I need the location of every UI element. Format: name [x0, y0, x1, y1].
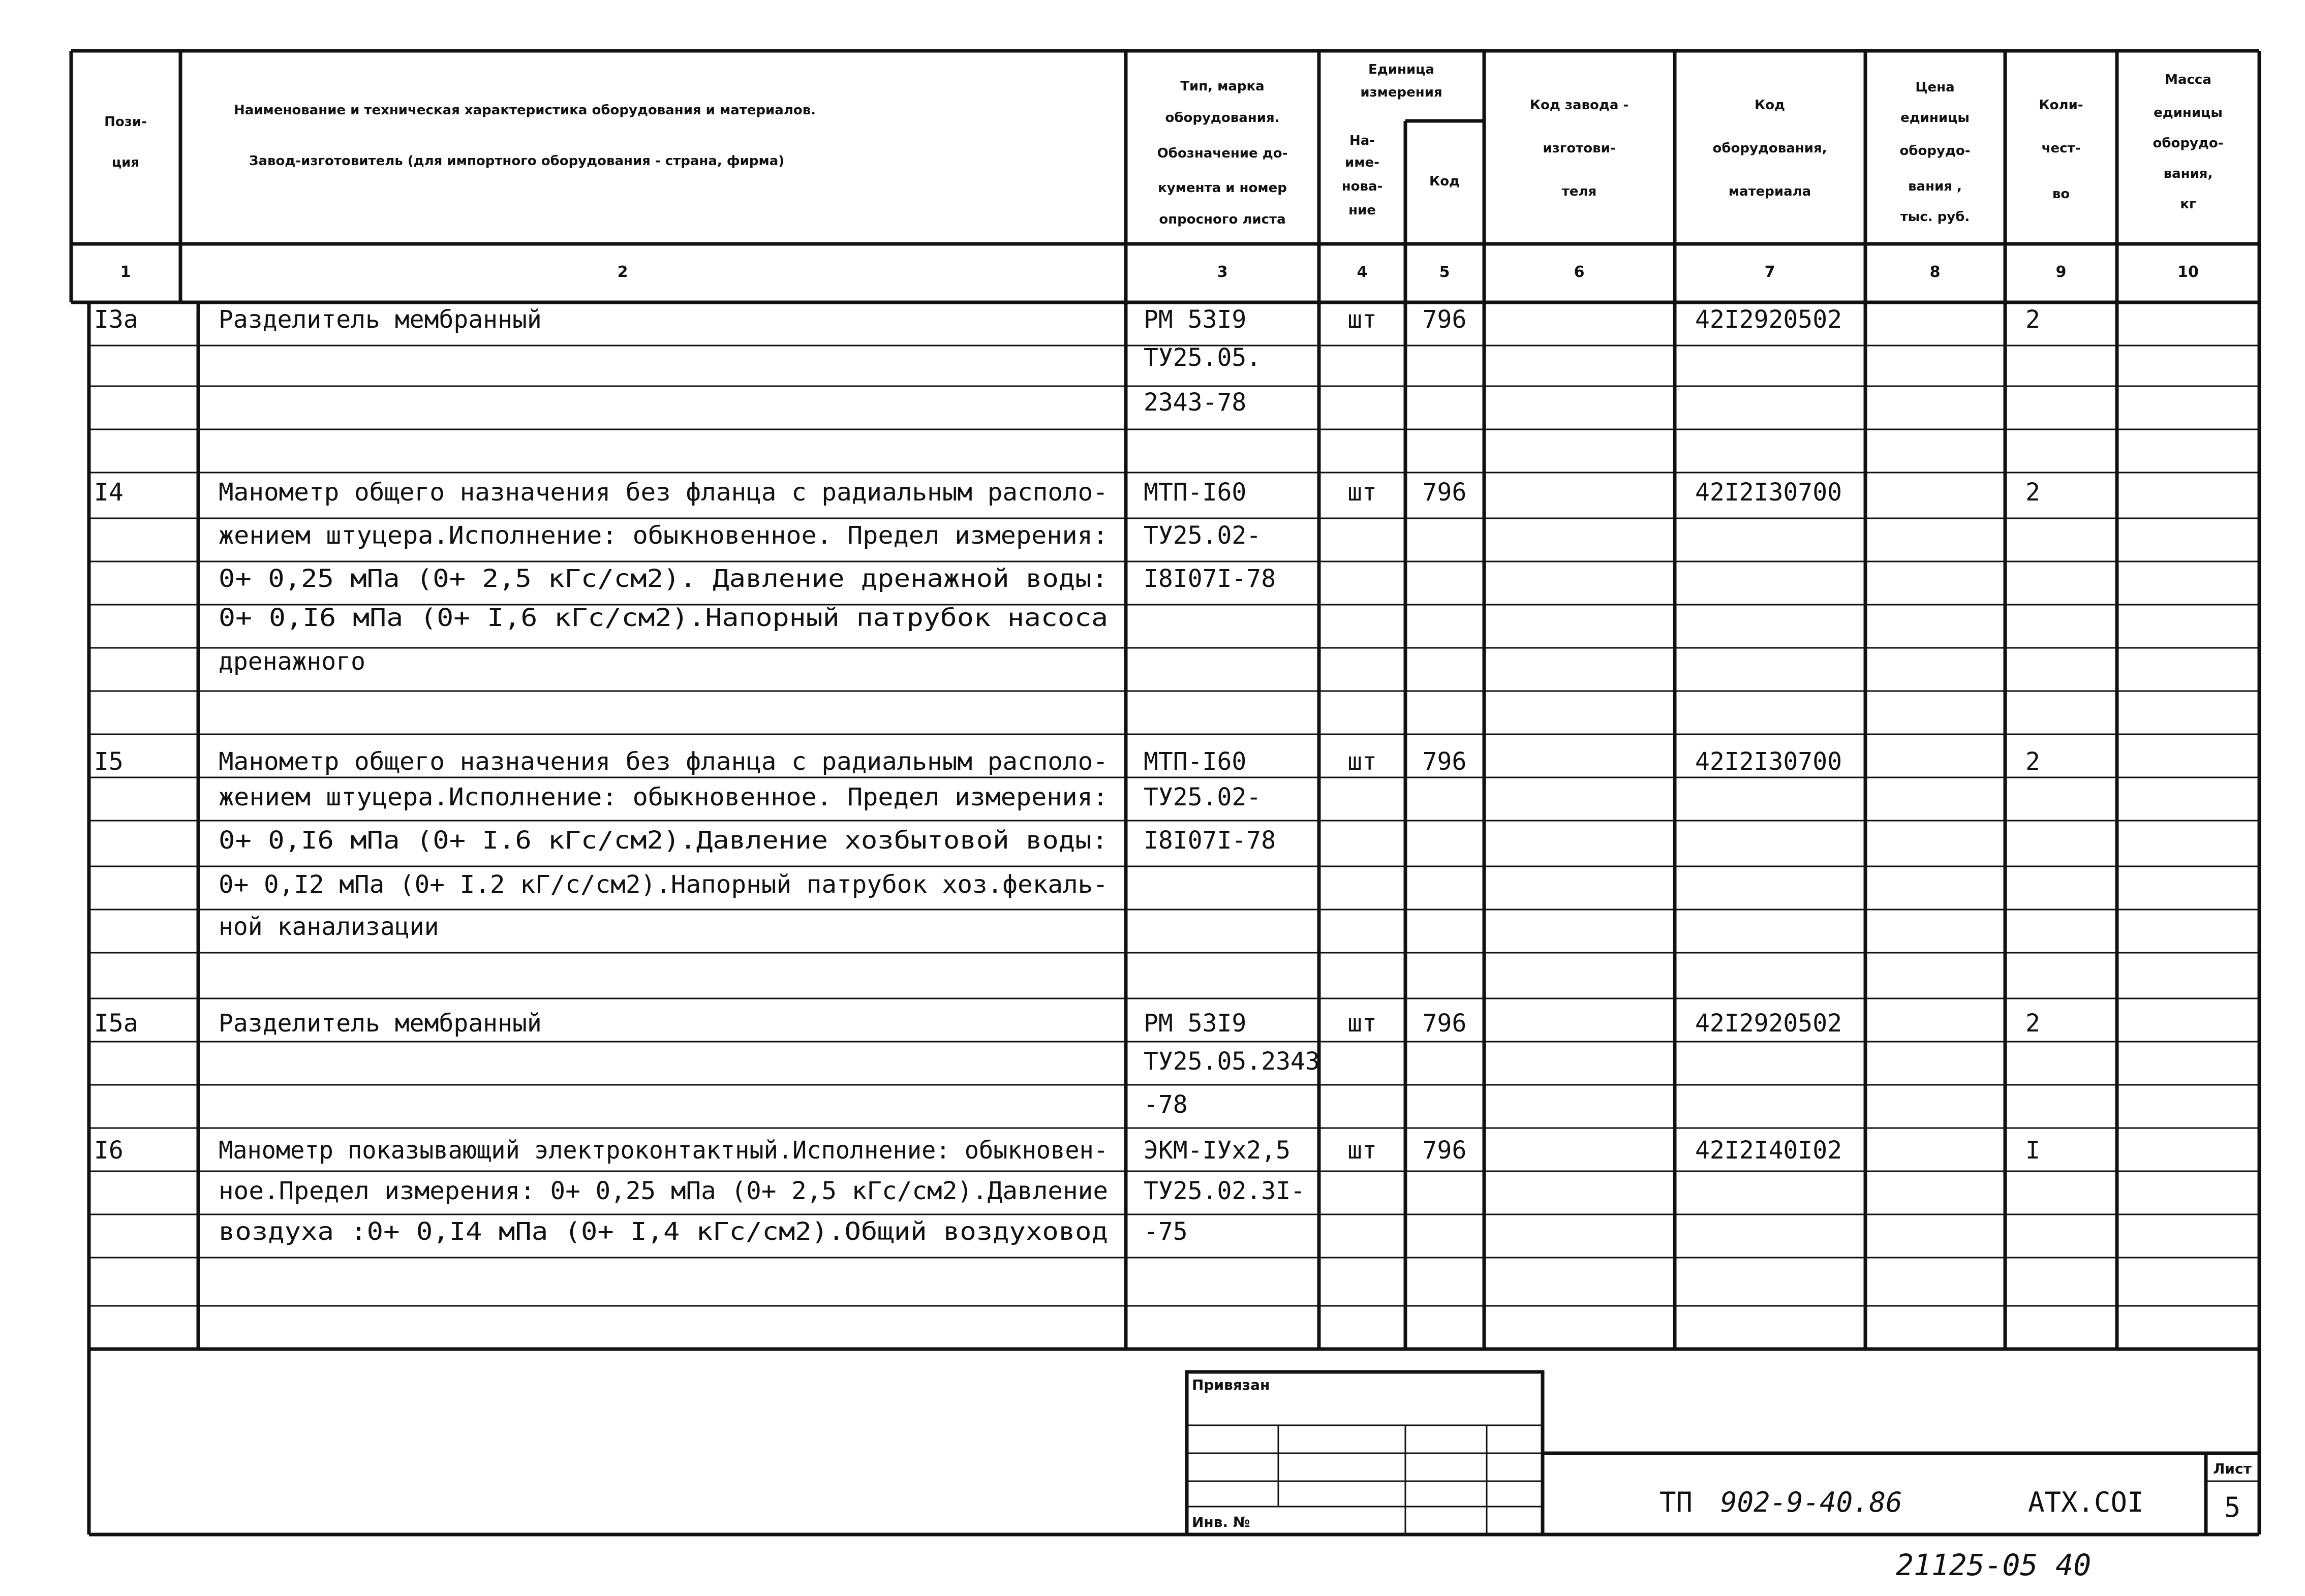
cell-quantity: 2: [2025, 1009, 2040, 1038]
header-col9-line1: Коли-: [2039, 98, 2083, 113]
table-row: [1144, 388, 1246, 417]
cell-position: I4: [94, 478, 124, 507]
header-col10-line5: кг: [2180, 197, 2196, 212]
cell-name: ное.Предел измерения: 0+ 0,25 мПа (0+ 2,5 кГс/см2).Давление: [219, 1177, 1108, 1205]
cell-name: 0+ 0,I2 мПа (0+ I.2 кГ/с/см2).Напорный патрубок хоз.фекаль-: [219, 870, 1108, 899]
sheet-label: Лист: [2213, 1460, 2252, 1477]
cell-equipment-code: 42I2I40I02: [1695, 1136, 1842, 1165]
designation-number: 902-9-40.86: [1720, 1486, 1902, 1518]
inventory-number-label: Инв. №: [1192, 1514, 1250, 1530]
cell-type: МТП-I60: [1144, 478, 1247, 507]
table-row: [219, 521, 1261, 550]
cell-position: I5: [94, 747, 124, 776]
header-col3-line2: оборудования.: [1165, 110, 1280, 126]
column-number-8: 8: [1929, 263, 1941, 281]
cell-name: ной канализации: [219, 913, 439, 941]
cell-type: РМ 53I9: [1144, 1009, 1247, 1038]
header-col7-line1: Код: [1754, 98, 1786, 113]
header-col10-line2: единицы: [2154, 105, 2223, 120]
table-row: [219, 604, 1108, 632]
header-col10-line3: оборудо-: [2153, 136, 2224, 151]
cell-unit-code: 796: [1422, 1009, 1467, 1038]
cell-unit-name: шт: [1347, 478, 1377, 507]
column-number-10: 10: [2177, 263, 2199, 281]
table-row: [94, 1009, 2040, 1038]
cell-name: дренажного: [219, 647, 365, 676]
header-col3-line1: Тип, марка: [1180, 79, 1265, 94]
table-row: [219, 647, 365, 676]
cell-type: ТУ25.05.2343: [1144, 1047, 1320, 1076]
cell-equipment-code: 42I2920502: [1695, 305, 1842, 334]
cell-equipment-code: 42I2920502: [1695, 1009, 1842, 1038]
cell-type: I8I07I-78: [1144, 565, 1276, 593]
table-row: [219, 870, 1108, 899]
header-col8-line2: единицы: [1900, 110, 1970, 126]
column-number-1: 1: [120, 263, 131, 281]
table-row: [94, 747, 2040, 776]
header-col10-line1: Масса: [2165, 72, 2211, 87]
cell-position: I6: [94, 1136, 124, 1165]
cell-type: ТУ25.02-: [1144, 521, 1262, 550]
cell-type: ТУ25.05.: [1144, 343, 1262, 372]
table-row: [1144, 1090, 1188, 1119]
table-row: [219, 783, 1261, 811]
table-row: [94, 478, 2040, 507]
cell-type: ТУ25.02-: [1144, 783, 1262, 811]
header-col9-line3: во: [2052, 186, 2070, 202]
handwritten-archive-number: 21125-05 40: [1896, 1548, 2092, 1582]
cell-quantity: I: [2025, 1136, 2040, 1165]
header-col4-line4: ние: [1348, 203, 1376, 218]
cell-name: воздуха :0+ 0,I4 мПа (0+ I,4 кГс/см2).Общий воздуховод: [219, 1217, 1108, 1246]
table-row: [219, 565, 1276, 593]
header-col5: Код: [1429, 174, 1460, 189]
cell-unit-name: шт: [1347, 305, 1377, 334]
cell-name: Разделитель мембранный: [219, 1009, 542, 1038]
designation-prefix: ТП: [1659, 1486, 1693, 1518]
cell-name: жением штуцера.Исполнение: обыкновенное. Предел измерения:: [219, 521, 1108, 550]
header-col4-line3: нова-: [1341, 179, 1383, 194]
header-col6-line1: Код завода -: [1529, 98, 1629, 113]
title-block: [1187, 1372, 2259, 1535]
header-col7-line2: оборудования,: [1712, 141, 1827, 156]
table-row: [219, 913, 439, 941]
cell-type: ЭКМ-IУх2,5: [1144, 1136, 1290, 1165]
header-unit-group-line2: измерения: [1360, 85, 1442, 100]
table-row: [219, 1217, 1188, 1246]
cell-name: 0+ 0,25 мПа (0+ 2,5 кГс/см2). Давление дренажной воды:: [219, 565, 1108, 593]
table-row: [94, 1136, 2040, 1165]
table-header: [104, 62, 2223, 227]
table-row: [94, 305, 2040, 334]
header-col3-line4: кумента и номер: [1158, 180, 1287, 196]
header-col2-line1: Наименование и техническая характеристика оборудования и материалов.: [234, 103, 816, 118]
cell-name: 0+ 0,I6 мПа (0+ I.6 кГс/см2).Давление хозбытовой воды:: [219, 826, 1108, 855]
header-col8-line3: оборудо-: [1899, 143, 1971, 159]
cell-type: РМ 53I9: [1144, 305, 1247, 334]
column-number-4: 4: [1357, 263, 1368, 281]
column-number-9: 9: [2055, 263, 2067, 281]
cell-type: I8I07I-78: [1144, 826, 1276, 855]
table-row: [219, 826, 1276, 855]
cell-unit-name: шт: [1347, 1136, 1377, 1165]
cell-quantity: 2: [2025, 478, 2040, 507]
header-unit-group-line1: Единица: [1368, 62, 1434, 77]
cell-type: ТУ25.02.3I-: [1144, 1177, 1305, 1205]
cell-quantity: 2: [2025, 747, 2040, 776]
cell-quantity: 2: [2025, 305, 2040, 334]
cell-type: -78: [1144, 1090, 1188, 1119]
column-number-2: 2: [617, 263, 628, 281]
document-code: АТХ.COI: [2028, 1486, 2144, 1518]
cell-unit-code: 796: [1422, 478, 1467, 507]
table-row: [1144, 343, 1261, 372]
column-numbers-row: [120, 263, 2199, 281]
header-col2-line2: Завод-изготовитель (для импортного оборудования - страна, фирма): [249, 153, 785, 169]
cell-type: -75: [1144, 1217, 1188, 1246]
column-number-7: 7: [1764, 263, 1775, 281]
column-number-3: 3: [1217, 263, 1228, 281]
header-col1-line2: ция: [111, 155, 140, 170]
cell-name: Разделитель мембранный: [219, 305, 542, 334]
cell-unit-name: шт: [1347, 1009, 1377, 1038]
cell-unit-code: 796: [1422, 747, 1467, 776]
table-row: [1144, 1047, 1320, 1076]
cell-name: Манометр общего назначения без фланца с радиальным располо-: [219, 747, 1108, 776]
column-number-6: 6: [1574, 263, 1585, 281]
header-col8-line1: Цена: [1915, 80, 1955, 95]
cell-unit-code: 796: [1422, 1136, 1467, 1165]
cell-name: жением штуцера.Исполнение: обыкновенное. Предел измерения:: [219, 783, 1108, 811]
header-col8-line5: тыс. руб.: [1900, 209, 1970, 225]
header-col6-line3: теля: [1561, 184, 1597, 199]
sheet-number: 5: [2224, 1491, 2241, 1523]
header-col6-line2: изготови-: [1543, 141, 1616, 156]
cell-type: МТП-I60: [1144, 747, 1247, 776]
header-col1-line1: Пози-: [104, 114, 147, 130]
table-row: [219, 1177, 1305, 1205]
header-col10-line4: вания,: [2163, 166, 2213, 181]
column-number-5: 5: [1439, 263, 1450, 281]
cell-position: I5a: [94, 1009, 138, 1038]
cell-type: 2343-78: [1144, 388, 1247, 417]
cell-equipment-code: 42I2I30700: [1695, 478, 1842, 507]
cell-position: I3a: [94, 305, 138, 334]
header-col3-line5: опросного листа: [1159, 212, 1286, 227]
header-col4-line2: име-: [1345, 155, 1379, 170]
table-body: [94, 305, 2040, 1246]
cell-name: 0+ 0,I6 мПа (0+ I,6 кГс/см2).Напорный патрубок насоса: [219, 604, 1108, 632]
header-col3-line3: Обозначение до-: [1157, 146, 1288, 161]
cell-unit-code: 796: [1422, 305, 1467, 334]
header-col8-line4: вания ,: [1908, 179, 1962, 194]
cell-name: Манометр общего назначения без фланца с радиальным располо-: [219, 478, 1108, 507]
cell-name: Манометр показывающий электроконтактный.Исполнение: обыкновен-: [219, 1136, 1108, 1165]
cell-equipment-code: 42I2I30700: [1695, 747, 1842, 776]
cell-unit-name: шт: [1347, 747, 1377, 776]
attached-label: Привязан: [1192, 1376, 1270, 1393]
header-col7-line3: материала: [1728, 184, 1811, 199]
header-col4-line1: На-: [1349, 133, 1375, 148]
header-col9-line2: чест-: [2041, 141, 2081, 156]
